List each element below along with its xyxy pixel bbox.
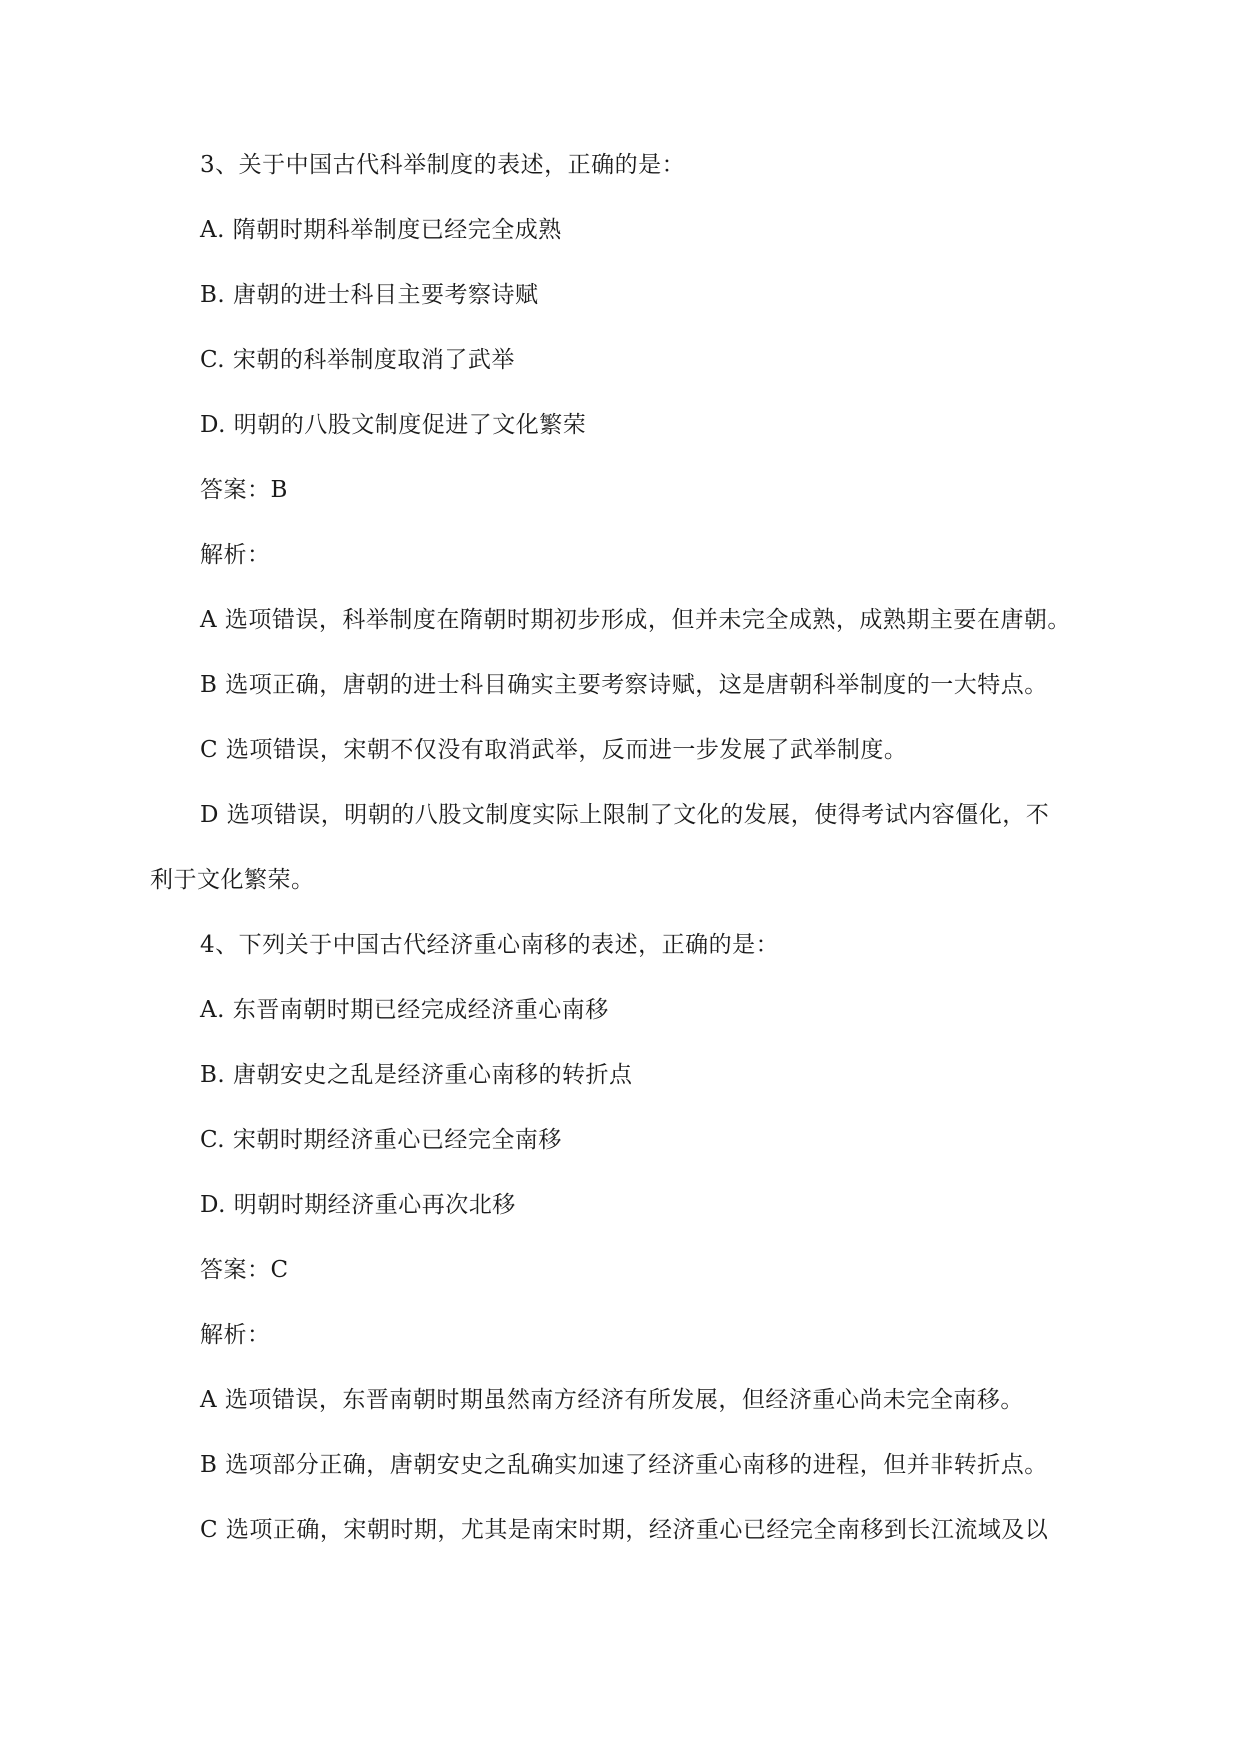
question-4-stem: 4、下列关于中国古代经济重心南移的表述，正确的是： — [200, 932, 780, 958]
question-4-analysis-c: C 选项正确，宋朝时期，尤其是南宋时期，经济重心已经完全南移到长江流域及以 — [200, 1517, 1049, 1543]
question-4-answer: 答案：C — [200, 1257, 289, 1283]
question-3-stem: 3、关于中国古代科举制度的表述，正确的是： — [200, 152, 686, 178]
question-4-analysis-b: B 选项部分正确，唐朝安史之乱确实加速了经济重心南移的进程，但并非转折点。 — [200, 1452, 1048, 1478]
question-4-option-a: A. 东晋南朝时期已经完成经济重心南移 — [200, 997, 609, 1023]
question-3-option-b: B. 唐朝的进士科目主要考察诗赋 — [200, 282, 539, 308]
question-3-option-d: D. 明朝的八股文制度促进了文化繁荣 — [200, 412, 587, 438]
question-3-option-c: C. 宋朝的科举制度取消了武举 — [200, 347, 515, 373]
question-4-option-c: C. 宋朝时期经济重心已经完全南移 — [200, 1127, 562, 1153]
question-4-analysis-a: A 选项错误，东晋南朝时期虽然南方经济有所发展，但经济重心尚未完全南移。 — [200, 1387, 1024, 1413]
question-3-analysis-d: D 选项错误，明朝的八股文制度实际上限制了文化的发展，使得考试内容僵化，不 — [200, 802, 1050, 828]
question-4-option-d: D. 明朝时期经济重心再次北移 — [200, 1192, 516, 1218]
question-3-analysis-b: B 选项正确，唐朝的进士科目确实主要考察诗赋，这是唐朝科举制度的一大特点。 — [200, 672, 1048, 698]
question-3-analysis-c: C 选项错误，宋朝不仅没有取消武举，反而进一步发展了武举制度。 — [200, 737, 908, 763]
question-3-analysis-d-continuation: 利于文化繁荣。 — [150, 867, 315, 893]
question-3-option-a: A. 隋朝时期科举制度已经完全成熟 — [200, 217, 562, 243]
question-4-option-b: B. 唐朝安史之乱是经济重心南移的转折点 — [200, 1062, 633, 1088]
question-3-answer: 答案：B — [200, 477, 288, 503]
question-4-analysis-label: 解析： — [200, 1322, 271, 1348]
question-3-analysis-a: A 选项错误，科举制度在隋朝时期初步形成，但并未完全成熟，成熟期主要在唐朝。 — [200, 607, 1071, 633]
question-3-analysis-label: 解析： — [200, 542, 271, 568]
